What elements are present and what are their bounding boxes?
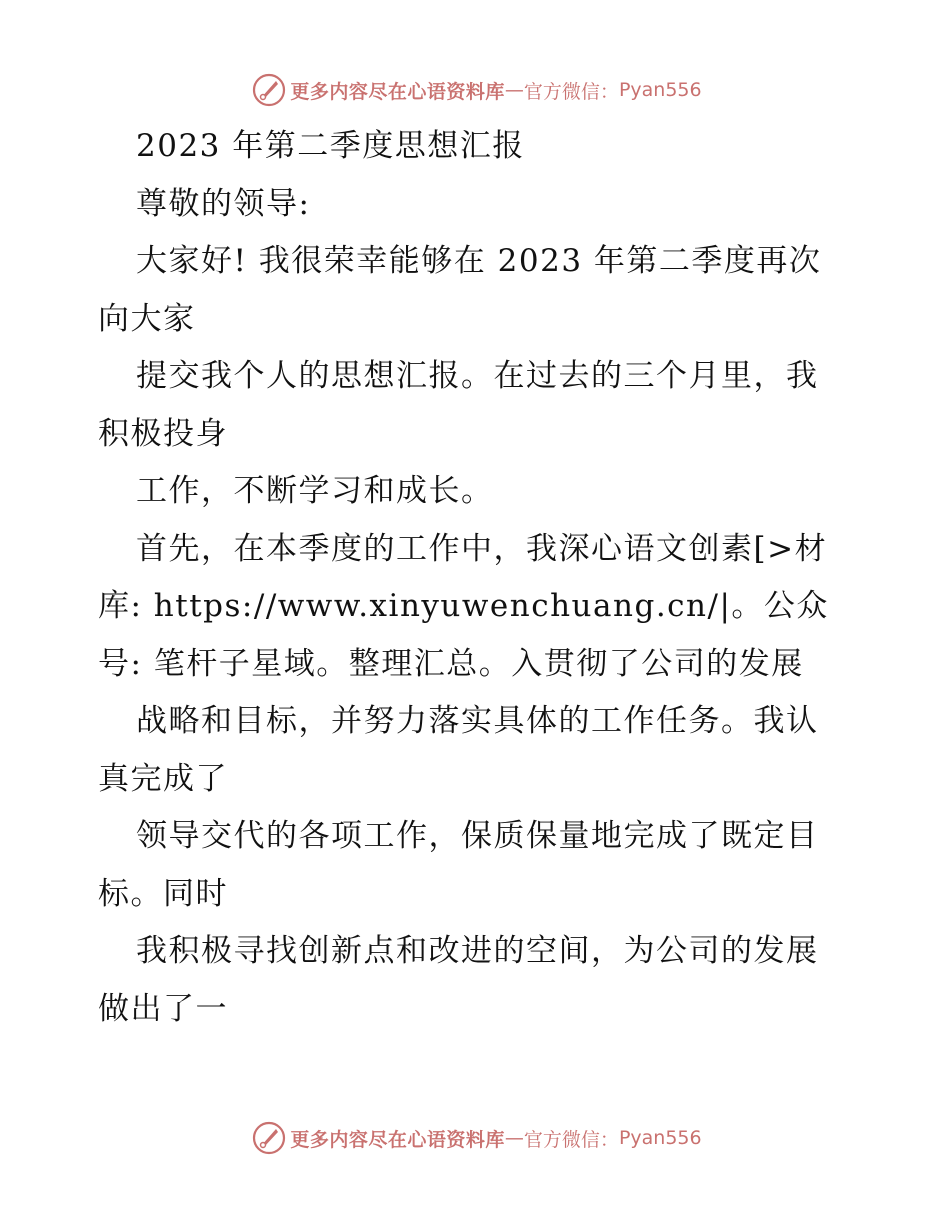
watermark-text: 更多内容尽在心语资料库 [290,80,505,103]
watermark-text: 更多内容尽在心语资料库 [290,1128,505,1151]
quill-pen-icon [252,1121,286,1155]
watermark-separator: — [504,1127,524,1149]
watermark-wechat-label: 官方微信： [523,1128,619,1151]
doc-line: 尊敬的领导: [136,185,311,222]
doc-line: 我积极寻找创新点和改进的空间，为公司的发展 [136,933,819,969]
doc-line: 积极投身 [98,415,228,452]
doc-line: 2023 年第二季度思想汇报 [136,128,525,164]
watermark-wechat-id: Pyan556 [618,79,702,101]
watermark-wechat-label: 官方微信： [523,80,619,103]
doc-line: 工作，不断学习和成长。 [136,473,494,509]
watermark-wechat-id: Pyan556 [618,1127,702,1149]
doc-line: 战略和目标，并努力落实具体的工作任务。我认 [136,703,819,739]
doc-line: 真完成了 [98,760,228,797]
doc-line: 提交我个人的思想汇报。在过去的三个月里，我 [136,358,819,394]
doc-line: 做出了一 [98,990,228,1027]
doc-line: 库: https://www.xinyuwenchuang.cn/|。公众 [98,588,829,624]
watermark-header [0,70,950,110]
doc-line: 首先，在本季度的工作中，我深心语文创素[>材 [136,530,828,567]
document-body [98,118,858,1038]
doc-line: 领导交代的各项工作，保质保量地完成了既定目 [136,818,819,854]
doc-line: 标。同时 [98,875,228,912]
doc-line: 大家好! 我很荣幸能够在 2023 年第二季度再次 [136,243,822,279]
quill-pen-icon [252,73,286,107]
doc-line: 向大家 [98,300,196,337]
watermark-footer [0,1118,950,1158]
watermark-separator: — [504,79,524,101]
doc-line: 号: 笔杆子星域。整理汇总。入贯彻了公司的发展 [98,645,804,682]
